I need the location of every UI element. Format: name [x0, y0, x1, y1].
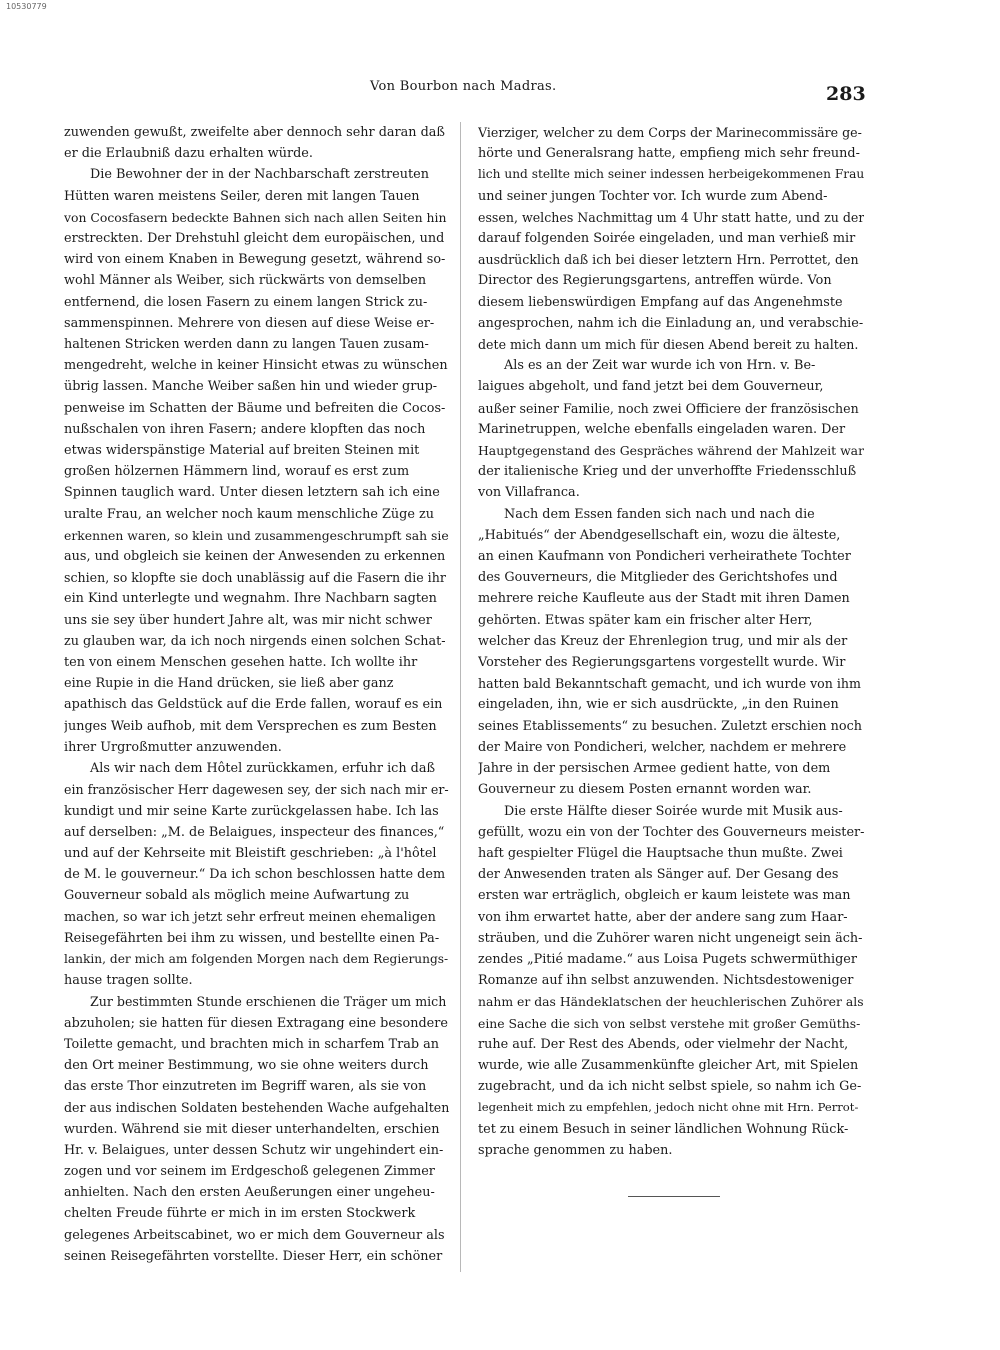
- text-line: außer seiner Familie, noch zwei Officiere der französischen: [478, 400, 859, 416]
- text-line: erstreckten. Der Drehstuhl gleicht dem europäischen, und: [64, 231, 445, 247]
- text-line: tet zu einem Besuch in seiner ländlichen Wohnung Rück-: [478, 1121, 849, 1137]
- text-line: nußschalen von ihren Fasern; andere klopften das noch: [64, 421, 426, 437]
- section-end-rule: [628, 1196, 720, 1197]
- text-line: der Maire von Pondicheri, welcher, nachdem er mehrere: [478, 739, 847, 755]
- text-line: Marinetruppen, welche ebenfalls eingeladen waren. Der: [478, 421, 846, 437]
- text-line: schien, so klopfte sie doch unablässig auf die Fasern die ihr: [64, 570, 446, 586]
- text-line: ausdrücklich daß ich bei dieser letztern Hrn. Perrottet, den: [478, 252, 859, 268]
- paragraph: [478, 122, 864, 355]
- text-line: diesem liebenswürdigen Empfang auf das Angenehmste: [478, 294, 843, 310]
- left-text-column: [64, 122, 450, 1267]
- text-line: ein französischer Herr dagewesen sey, der sich nach mir er-: [64, 782, 449, 798]
- text-line: Hr. v. Belaigues, unter dessen Schutz wir ungehindert ein-: [64, 1142, 444, 1158]
- text-line: Die Bewohner der in der Nachbarschaft zerstreuten: [90, 167, 429, 183]
- text-line: eine Rupie in die Hand drücken, sie ließ aber ganz: [64, 676, 394, 692]
- text-line: sträuben, und die Zuhörer waren nicht ungeneigt sein äch-: [478, 930, 863, 946]
- text-line: anhielten. Nach den ersten Aeußerungen einer ungeheu-: [64, 1185, 435, 1201]
- text-line: von Villafranca.: [478, 485, 580, 501]
- text-line: aus, und obgleich sie keinen der Anwesenden zu erkennen: [64, 549, 446, 565]
- text-line: Als es an der Zeit war wurde ich von Hrn. v. Be-: [504, 358, 816, 374]
- text-line: wurden. Während sie mit dieser unterhandelten, erschien: [64, 1121, 440, 1137]
- text-line: ruhe auf. Der Rest des Abends, oder vielmehr der Nacht,: [478, 1036, 849, 1052]
- text-line: an einen Kaufmann von Pondicheri verheirathete Tochter: [478, 549, 851, 565]
- text-line: wird von einem Knaben in Bewegung gesetzt, während so-: [64, 252, 446, 268]
- text-line: von Cocosfasern bedeckte Bahnen sich nach allen Seiten hin: [64, 209, 447, 225]
- text-line: kundigt und mir seine Karte zurückgelassen habe. Ich las: [64, 803, 439, 819]
- text-line: penweise im Schatten der Bäume und befreiten die Cocos-: [64, 400, 446, 416]
- text-line: laigues abgeholt, und fand jetzt bei dem Gouverneur,: [478, 379, 824, 395]
- text-line: Die erste Hälfte dieser Soirée wurde mit Musik aus-: [504, 803, 843, 819]
- running-title: Von Bourbon nach Madras.: [370, 79, 557, 94]
- text-line: mehrere reiche Kaufleute aus der Stadt mit ihren Damen: [478, 591, 850, 607]
- text-line: darauf folgenden Soirée eingeladen, und man verhieß mir: [478, 231, 856, 247]
- text-line: wohl Männer als Weiber, sich rückwärts von demselben: [64, 273, 427, 289]
- text-line: ein Kind unterlegte und wegnahm. Ihre Nachbarn sagten: [64, 591, 437, 607]
- text-line: „Habitués“ der Abendgesellschaft ein, wozu die älteste,: [478, 527, 841, 543]
- page-number: 283: [826, 83, 866, 105]
- paragraph: [478, 504, 864, 801]
- paragraph: [64, 122, 450, 164]
- text-line: welcher das Kreuz der Ehrenlegion trug, und mir als der: [478, 633, 848, 649]
- text-line: Romanze auf ihn selbst anzuwenden. Nichtsdestoweniger: [478, 973, 854, 989]
- text-line: Toilette gemacht, und brachten mich in scharfem Trab an: [64, 1036, 440, 1052]
- text-line: essen, welches Nachmittag um 4 Uhr statt hatte, und zu der: [478, 209, 864, 225]
- text-line: Spinnen tauglich ward. Unter diesen letztern sah ich eine: [64, 485, 440, 501]
- text-line: Als wir nach dem Hôtel zurückkamen, erfuhr ich daß: [90, 761, 436, 777]
- column-divider: [460, 122, 461, 1272]
- text-line: de M. le gouverneur.“ Da ich schon beschlossen hatte dem: [64, 867, 446, 883]
- text-line: uns sie sey über hundert Jahre alt, was mir nicht schwer: [64, 612, 432, 628]
- scan-id-label: 10530779: [6, 2, 47, 11]
- text-line: er die Erlaubniß dazu erhalten würde.: [64, 146, 313, 162]
- text-line: angesprochen, nahm ich die Einladung an, und verabschie-: [478, 315, 864, 331]
- text-line: zugebracht, und da ich nicht selbst spiele, so nahm ich Ge-: [478, 1079, 862, 1095]
- text-line: auf derselben: „M. de Belaigues, inspecteur des finances,“: [64, 824, 445, 840]
- text-line: das erste Thor einzutreten im Begriff waren, als sie von: [64, 1079, 427, 1095]
- text-line: abzuholen; sie hatten für diesen Extragang eine besondere: [64, 1015, 448, 1031]
- text-line: lich und stellte mich seiner indessen herbeigekommenen Frau: [478, 167, 864, 182]
- text-line: der aus indischen Soldaten bestehenden Wache aufgehalten: [64, 1100, 450, 1116]
- text-line: Reisegefährten bei ihm zu wissen, und bestellte einen Pa-: [64, 930, 440, 946]
- text-line: Jahre in der persischen Armee gedient hatte, von dem: [478, 761, 831, 777]
- text-line: junges Weib aufhob, mit dem Versprechen es zum Besten: [64, 718, 437, 734]
- text-line: von ihm erwartet hatte, aber der andere sang zum Haar-: [478, 909, 848, 925]
- text-line: zendes „Pitié madame.“ aus Loisa Pugets schwermüthiger: [478, 951, 857, 967]
- text-line: eine Sache die sich von selbst verstehe mit großer Gemüths-: [478, 1015, 861, 1031]
- text-line: zogen und vor seinem im Erdgeschoß gelegenen Zimmer: [64, 1163, 435, 1179]
- text-line: gefüllt, wozu ein von der Tochter des Gouverneurs meister-: [478, 824, 864, 840]
- text-line: lankin, der mich am folgenden Morgen nach dem Regierungs-: [64, 951, 449, 966]
- text-line: Zur bestimmten Stunde erschienen die Träger um mich: [90, 994, 447, 1010]
- text-line: Director des Regierungsgartens, antreffen würde. Von: [478, 273, 832, 289]
- text-line: übrig lassen. Manche Weiber saßen hin und wieder grup-: [64, 379, 438, 395]
- text-line: wurde, wie alle Zusammenkünfte gleicher Art, mit Spielen: [478, 1057, 859, 1073]
- text-line: Hauptgegenstand des Gespräches während der Mahlzeit war: [478, 443, 864, 459]
- text-line: sprache genommen zu haben.: [478, 1142, 673, 1158]
- text-line: ihrer Urgroßmutter anzuwenden.: [64, 739, 282, 755]
- text-line: gehörten. Etwas später kam ein frischer alter Herr,: [478, 612, 813, 628]
- text-line: etwas widerspänstige Material auf breiten Steinen mit: [64, 443, 420, 459]
- text-line: Gouverneur zu diesem Posten ernannt worden war.: [478, 782, 812, 798]
- text-line: erkennen waren, so klein und zusammengeschrumpft sah sie: [64, 527, 449, 543]
- text-line: seines Etablissements“ zu besuchen. Zuletzt erschien noch: [478, 718, 863, 734]
- text-line: legenheit mich zu empfehlen, jedoch nicht ohne mit Hrn. Perrot-: [478, 1100, 859, 1115]
- text-line: und auf der Kehrseite mit Bleistift geschrieben: „à l'hôtel: [64, 845, 437, 861]
- text-line: Gouverneur sobald als möglich meine Aufwartung zu: [64, 888, 410, 904]
- text-line: chelten Freude führte er mich in im ersten Stockwerk: [64, 1206, 416, 1222]
- text-line: uralte Frau, an welcher noch kaum menschliche Züge zu: [64, 506, 434, 522]
- text-line: nahm er das Händeklatschen der heuchlerischen Zuhörer als: [478, 994, 864, 1010]
- text-line: zu glauben war, da ich noch nirgends einen solchen Schat-: [64, 633, 446, 649]
- paragraph: [478, 355, 864, 503]
- right-text-column: [478, 122, 864, 1161]
- text-line: und seiner jungen Tochter vor. Ich wurde zum Abend-: [478, 188, 828, 204]
- text-line: eingeladen, ihn, wie er sich ausdrückte, „in den Ruinen: [478, 697, 839, 713]
- text-line: gelegenes Arbeitscabinet, wo er mich dem Gouverneur als: [64, 1227, 445, 1243]
- paragraph: [64, 758, 450, 991]
- text-line: der italienische Krieg und der unverhoffte Friedensschluß: [478, 464, 857, 480]
- text-line: des Gouverneurs, die Mitglieder des Gerichtshofes und: [478, 570, 838, 586]
- text-line: zuwenden gewußt, zweifelte aber dennoch sehr daran daß: [64, 125, 445, 140]
- text-line: apathisch das Geldstück auf die Erde fallen, worauf es ein: [64, 697, 443, 713]
- text-line: haltenen Stricken werden dann zu langen Tauen zusam-: [64, 337, 429, 353]
- text-line: Vorsteher des Regierungsgartens vorgestellt wurde. Wir: [478, 655, 846, 671]
- paragraph: [64, 164, 450, 758]
- text-line: seinen Reisegefährten vorstellte. Dieser Herr, ein schöner: [64, 1248, 443, 1264]
- paragraph: [64, 991, 450, 1267]
- text-line: Hütten waren meistens Seiler, deren mit langen Tauen: [64, 188, 420, 204]
- text-line: sammenspinnen. Mehrere von diesen auf diese Weise er-: [64, 315, 435, 331]
- text-line: großen hölzernen Hämmern lind, worauf es erst zum: [64, 464, 410, 480]
- text-line: Nach dem Essen fanden sich nach und nach die: [504, 506, 815, 522]
- text-line: den Ort meiner Bestimmung, wo sie ohne weiters durch: [64, 1057, 429, 1073]
- text-line: haft gespielter Flügel die Hauptsache thun mußte. Zwei: [478, 845, 843, 861]
- text-line: ten von einem Menschen gesehen hatte. Ich wollte ihr: [64, 655, 418, 671]
- text-line: dete mich dann um mich für diesen Abend bereit zu halten.: [478, 337, 859, 353]
- text-line: Vierziger, welcher zu dem Corps der Marinecommissäre ge-: [478, 125, 862, 140]
- text-line: hörte und Generalsrang hatte, empfieng mich sehr freund-: [478, 146, 860, 162]
- text-line: ersten war erträglich, obgleich er kaum leistete was man: [478, 888, 851, 904]
- text-line: der Anwesenden traten als Sänger auf. Der Gesang des: [478, 867, 839, 883]
- text-line: entfernend, die losen Fasern zu einem langen Strick zu-: [64, 294, 428, 310]
- text-line: hatten bald Bekanntschaft gemacht, und ich wurde von ihm: [478, 676, 861, 692]
- text-line: machen, so war ich jetzt sehr erfreut meinen ehemaligen: [64, 909, 436, 925]
- text-line: mengedreht, welche in keiner Hinsicht etwas zu wünschen: [64, 358, 448, 374]
- text-line: hause tragen sollte.: [64, 973, 193, 989]
- paragraph: [478, 801, 864, 1161]
